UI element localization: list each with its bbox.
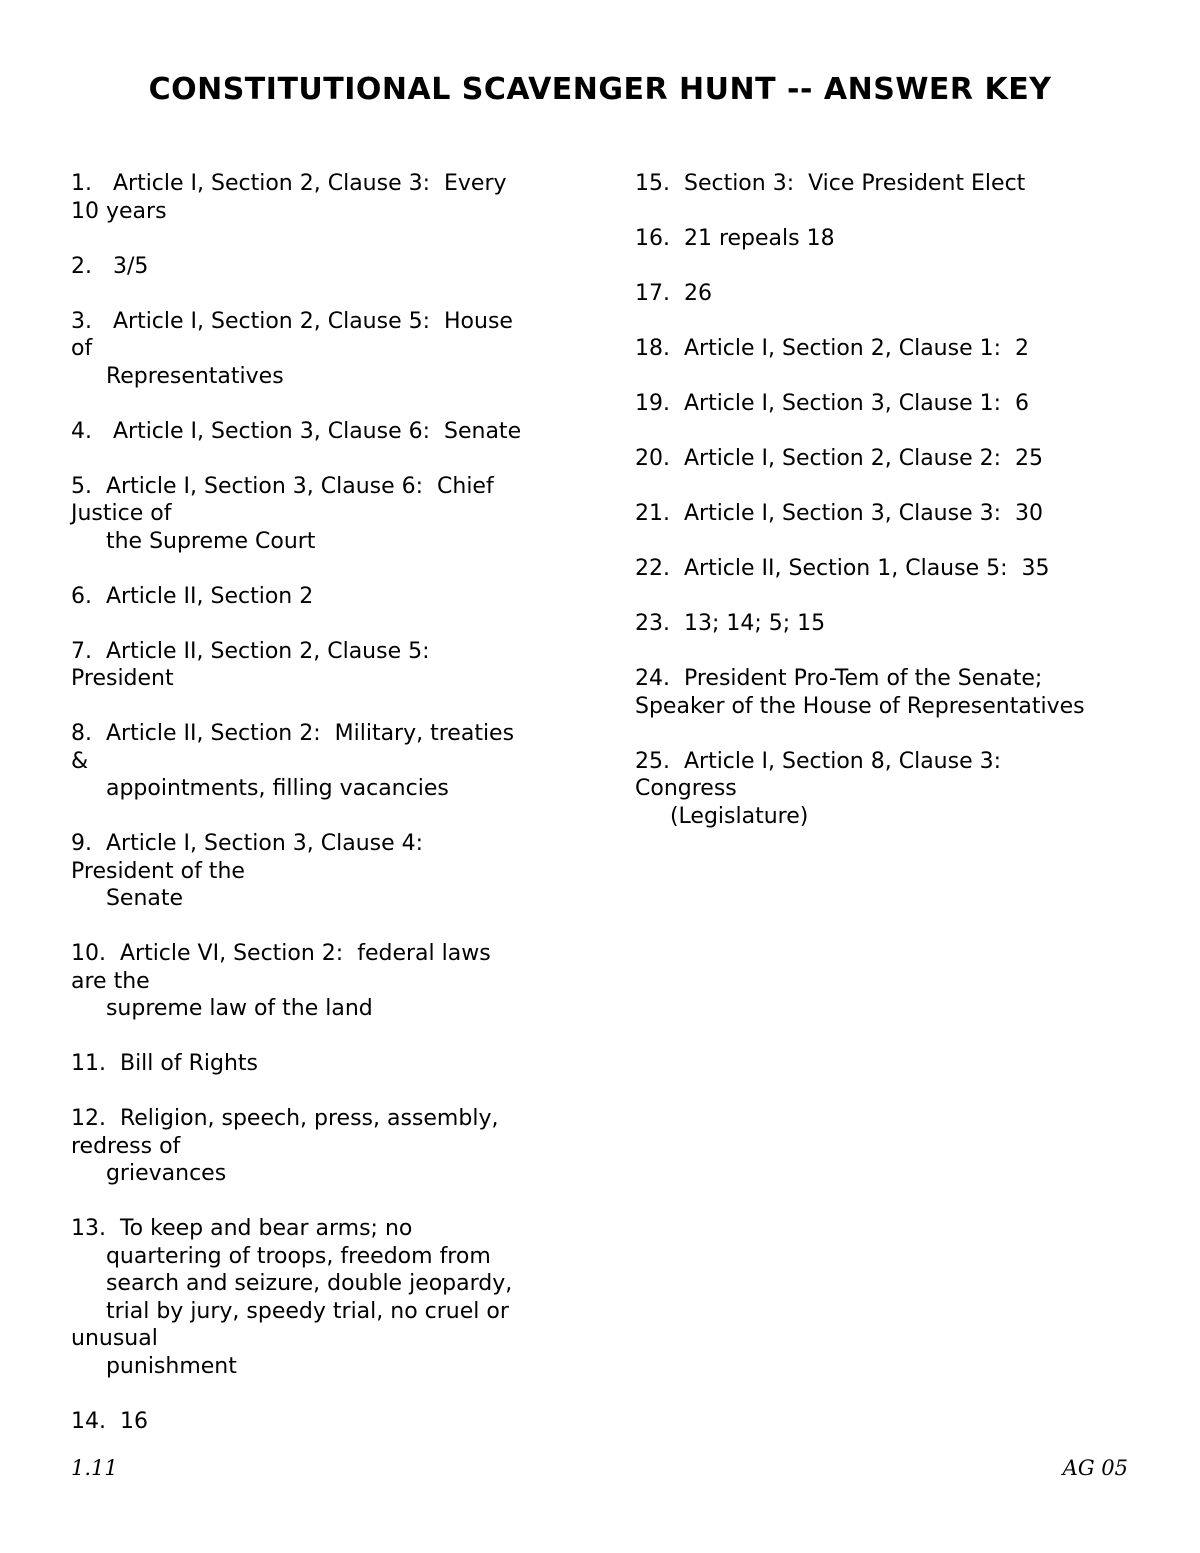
answer-line: 15. Section 3: Vice President Elect: [635, 171, 1026, 196]
answer-line: trial by jury, speedy trial, no cruel or: [71, 1298, 509, 1324]
answer-item: [635, 225, 1155, 253]
answer-line: 18. Article I, Section 2, Clause 1: 2: [635, 336, 1030, 361]
answer-item: [635, 280, 1155, 308]
answer-line: 6. Article II, Section 2: [71, 583, 314, 609]
answer-line: 2. 3/5: [71, 253, 149, 279]
answer-item: [71, 638, 571, 693]
answer-line: &: [71, 748, 89, 774]
answer-line: 23. 13; 14; 5; 15: [635, 611, 826, 636]
answer-line: 22. Article II, Section 1, Clause 5: 35: [635, 556, 1050, 581]
answer-line: President: [71, 666, 174, 691]
answer-line: 16. 21 repeals 18: [635, 226, 835, 251]
answer-item: [71, 170, 571, 225]
answer-item: [635, 610, 1155, 638]
answer-line: 8. Article II, Section 2: Military, treaties: [71, 721, 515, 746]
answer-line: unusual: [71, 1326, 158, 1351]
answer-line: 21. Article I, Section 3, Clause 3: 30: [635, 501, 1044, 526]
answer-line: 12. Religion, speech, press, assembly,: [71, 1106, 499, 1131]
answer-line: 11. Bill of Rights: [71, 1051, 258, 1076]
answer-line: Justice of: [71, 501, 172, 526]
footer-code: AG 05: [1062, 1456, 1128, 1480]
answer-line: Senate: [71, 886, 184, 911]
answer-line: punishment: [71, 1353, 237, 1379]
answer-line: 24. President Pro-Tem of the Senate;: [635, 666, 1043, 691]
answer-item: [635, 170, 1155, 198]
answer-line: redress of: [71, 1133, 181, 1159]
footer-page-number: 1.11: [71, 1456, 118, 1480]
answer-line: 4. Article I, Section 3, Clause 6: Senate: [71, 418, 522, 444]
answer-line: 17. 26: [635, 281, 712, 306]
answer-item: [635, 390, 1155, 418]
answer-item: [71, 1105, 571, 1188]
answer-item: [71, 1215, 571, 1380]
answer-line: 5. Article I, Section 3, Clause 6: Chief: [71, 473, 494, 499]
answer-item: [71, 473, 571, 556]
answer-line: 3. Article I, Section 2, Clause 5: House: [71, 308, 513, 334]
answer-item: [635, 335, 1155, 363]
answer-item: [635, 445, 1155, 473]
answer-line: Speaker of the House of Representatives: [635, 693, 1085, 719]
answer-line: of: [71, 336, 93, 361]
answer-item: [635, 500, 1155, 528]
answer-line: 14. 16: [71, 1408, 148, 1434]
answer-line: are the: [71, 968, 150, 994]
answer-line: 20. Article I, Section 2, Clause 2: 25: [635, 446, 1044, 471]
answer-line: (Legislature): [635, 803, 809, 829]
answer-item: [635, 555, 1155, 583]
answer-line: Representatives: [71, 363, 284, 389]
answer-item: [635, 748, 1155, 831]
answer-line: 10. Article VI, Section 2: federal laws: [71, 941, 491, 966]
answer-line: grievances: [71, 1161, 227, 1186]
answer-item: [71, 583, 571, 611]
answer-line: Congress: [635, 776, 737, 801]
answer-line: President of the: [71, 858, 245, 884]
answer-line: 9. Article I, Section 3, Clause 4:: [71, 831, 424, 856]
answer-line: 7. Article II, Section 2, Clause 5:: [71, 638, 430, 664]
page-title: CONSTITUTIONAL SCAVENGER HUNT -- ANSWER KEY: [148, 72, 1052, 107]
answer-line: appointments, filling vacancies: [71, 776, 449, 801]
answer-line: 1. Article I, Section 2, Clause 3: Every: [71, 171, 507, 196]
answer-item: [71, 253, 571, 281]
answer-line: 13. To keep and bear arms; no: [71, 1216, 413, 1241]
answer-line: supreme law of the land: [71, 996, 373, 1021]
answer-line: 10 years: [71, 198, 167, 224]
answer-item: [71, 940, 571, 1023]
answer-list-right: [635, 170, 1155, 858]
answer-line: 19. Article I, Section 3, Clause 1: 6: [635, 391, 1030, 416]
answer-line: the Supreme Court: [71, 528, 316, 554]
answer-item: [71, 1408, 571, 1436]
answer-line: quartering of troops, freedom from: [71, 1243, 491, 1269]
answer-item: [71, 720, 571, 803]
answer-item: [71, 418, 571, 446]
answer-list-left: [71, 170, 571, 1463]
answer-item: [635, 665, 1155, 720]
answer-line: search and seizure, double jeopardy,: [71, 1271, 513, 1296]
answer-item: [71, 308, 571, 391]
answer-line: 25. Article I, Section 8, Clause 3:: [635, 748, 1002, 774]
answer-item: [71, 830, 571, 913]
answer-item: [71, 1050, 571, 1078]
